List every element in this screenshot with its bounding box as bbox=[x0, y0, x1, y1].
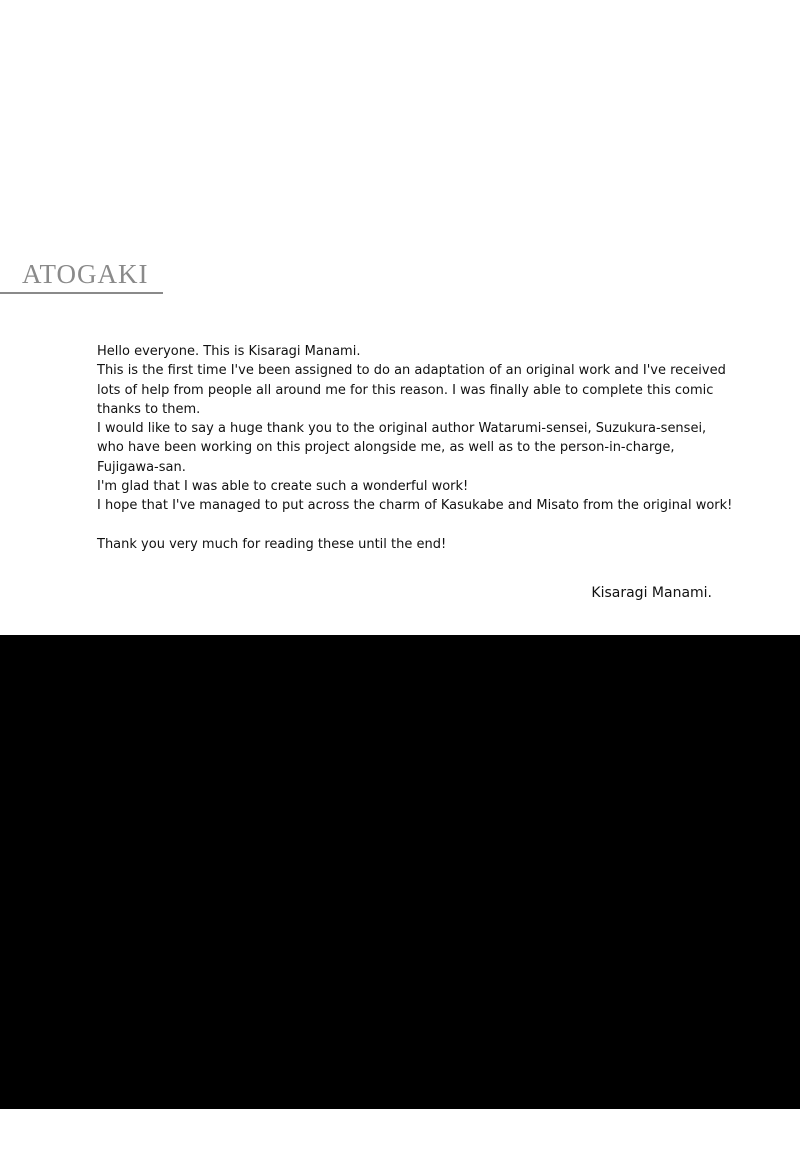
black-panel bbox=[0, 635, 800, 1109]
letter-closing: Thank you very much for reading these until the end! bbox=[97, 536, 447, 552]
letter-line: I hope that I've managed to put across the charm of Kasukabe and Misato from the original work! bbox=[97, 498, 733, 514]
afterword-letter bbox=[97, 342, 737, 554]
letter-line: I would like to say a huge thank you to the original author Watarumi-sensei, Suzukura-sensei, who have been working on this project alongside me, as well as to the person-in-charge, Fujigawa-san. bbox=[97, 421, 707, 475]
letter-line: This is the first time I've been assigned to do an adaptation of an original work and I've received lots of help from people all around me for this reason. I was finally able to complete this comic thanks to them. bbox=[97, 363, 726, 417]
paragraph-spacer bbox=[97, 516, 737, 535]
page-title: ATOGAKI bbox=[22, 259, 149, 289]
letter-line: I'm glad that I was able to create such a wonderful work! bbox=[97, 479, 469, 495]
letter-line: Hello everyone. This is Kisaragi Manami. bbox=[97, 344, 361, 359]
title-underline bbox=[0, 292, 163, 294]
author-signature: Kisaragi Manami. bbox=[591, 585, 712, 601]
